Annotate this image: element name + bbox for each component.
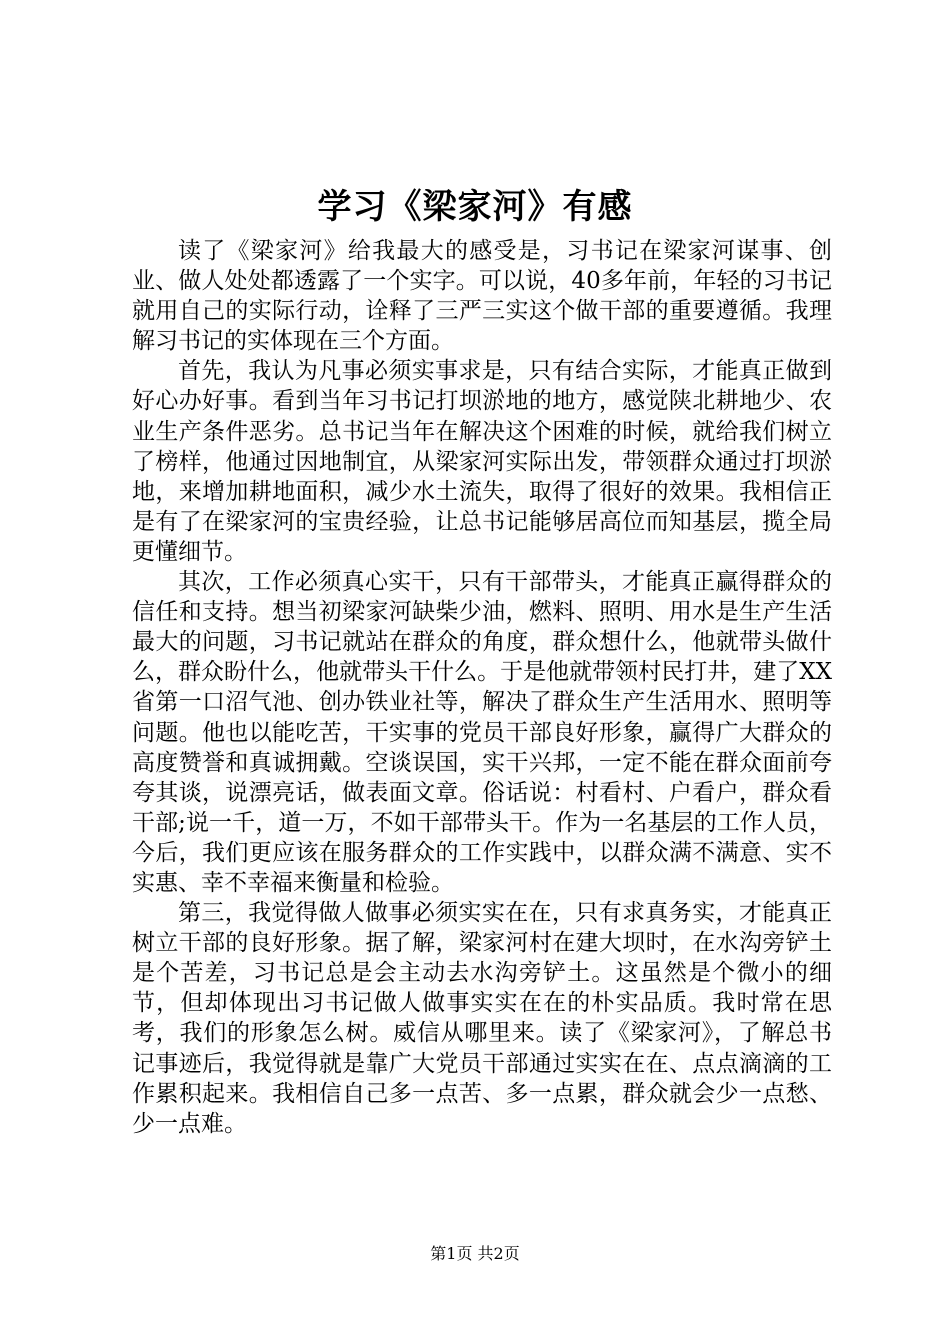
paragraph-intro: 读了《梁家河》给我最大的感受是，习书记在梁家河谋事、创业、做人处处都透露了一个实字。可以说，40多年前，年轻的习书记就用自己的实际行动，诠释了三严三实这个做干部的重要遵循。我理解习书记的实体现在三个方面。 — [132, 238, 832, 355]
paragraph-third-point: 第三，我觉得做人做事必须实实在在，只有求真务实，才能真正树立干部的良好形象。据了解，梁家河村在建大坝时，在水沟旁铲土是个苦差，习书记总是会主动去水沟旁铲土。这虽然是个微小的细节，但却体现出习书记做人做事实实在在的朴实品质。我时常在思考，我们的形象怎么树。威信从哪里来。读了《梁家河》，了解总书记事迹后，我觉得就是靠广大党员干部通过实实在在、点点滴滴的工作累积起来。我相信自己多一点苦、多一点累，群众就会少一点愁、少一点难。 — [132, 900, 832, 1137]
paragraph-first-point: 首先，我认为凡事必须实事求是，只有结合实际，才能真正做到好心办好事。看到当年习书记打坝淤地的地方，感觉陕北耕地少、农业生产条件恶劣。总书记当年在解决这个困难的时候，就给我们树立了榜样，他通过因地制宜，从梁家河实际出发，带领群众通过打坝淤地，来增加耕地面积，减少水土流失，取得了很好的效果。我相信正是有了在梁家河的宝贵经验，让总书记能够居高位而知基层，揽全局更懂细节。 — [132, 358, 832, 565]
document-body — [132, 236, 832, 1139]
document-title: 学习《梁家河》有感 — [317, 187, 633, 227]
paragraph-second-point: 其次，工作必须真心实干，只有干部带头，才能真正赢得群众的信任和支持。想当初梁家河缺柴少油，燃料、照明、用水是生产生活最大的问题，习书记就站在群众的角度，群众想什么，他就带头做什么，群众盼什么，他就带头干什么。于是他就带领村民打井，建了XX省第一口沼气池、创办铁业社等，解决了群众生产生活用水、照明等问题。他也以能吃苦，干实事的党员干部良好形象，赢得广大群众的高度赞誉和真诚拥戴。空谈误国，实干兴邦，一定不能在群众面前夸夸其谈，说漂亮话，做表面文章。俗话说：村看村、户看户，群众看干部;说一千，道一万，不如干部带头干。作为一名基层的工作人员，今后，我们更应该在服务群众的工作实践中，以群众满不满意、实不实惠、幸不幸福来衡量和检验。 — [132, 569, 832, 896]
page-number-footer: 第1页 共2页 — [430, 1244, 520, 1263]
